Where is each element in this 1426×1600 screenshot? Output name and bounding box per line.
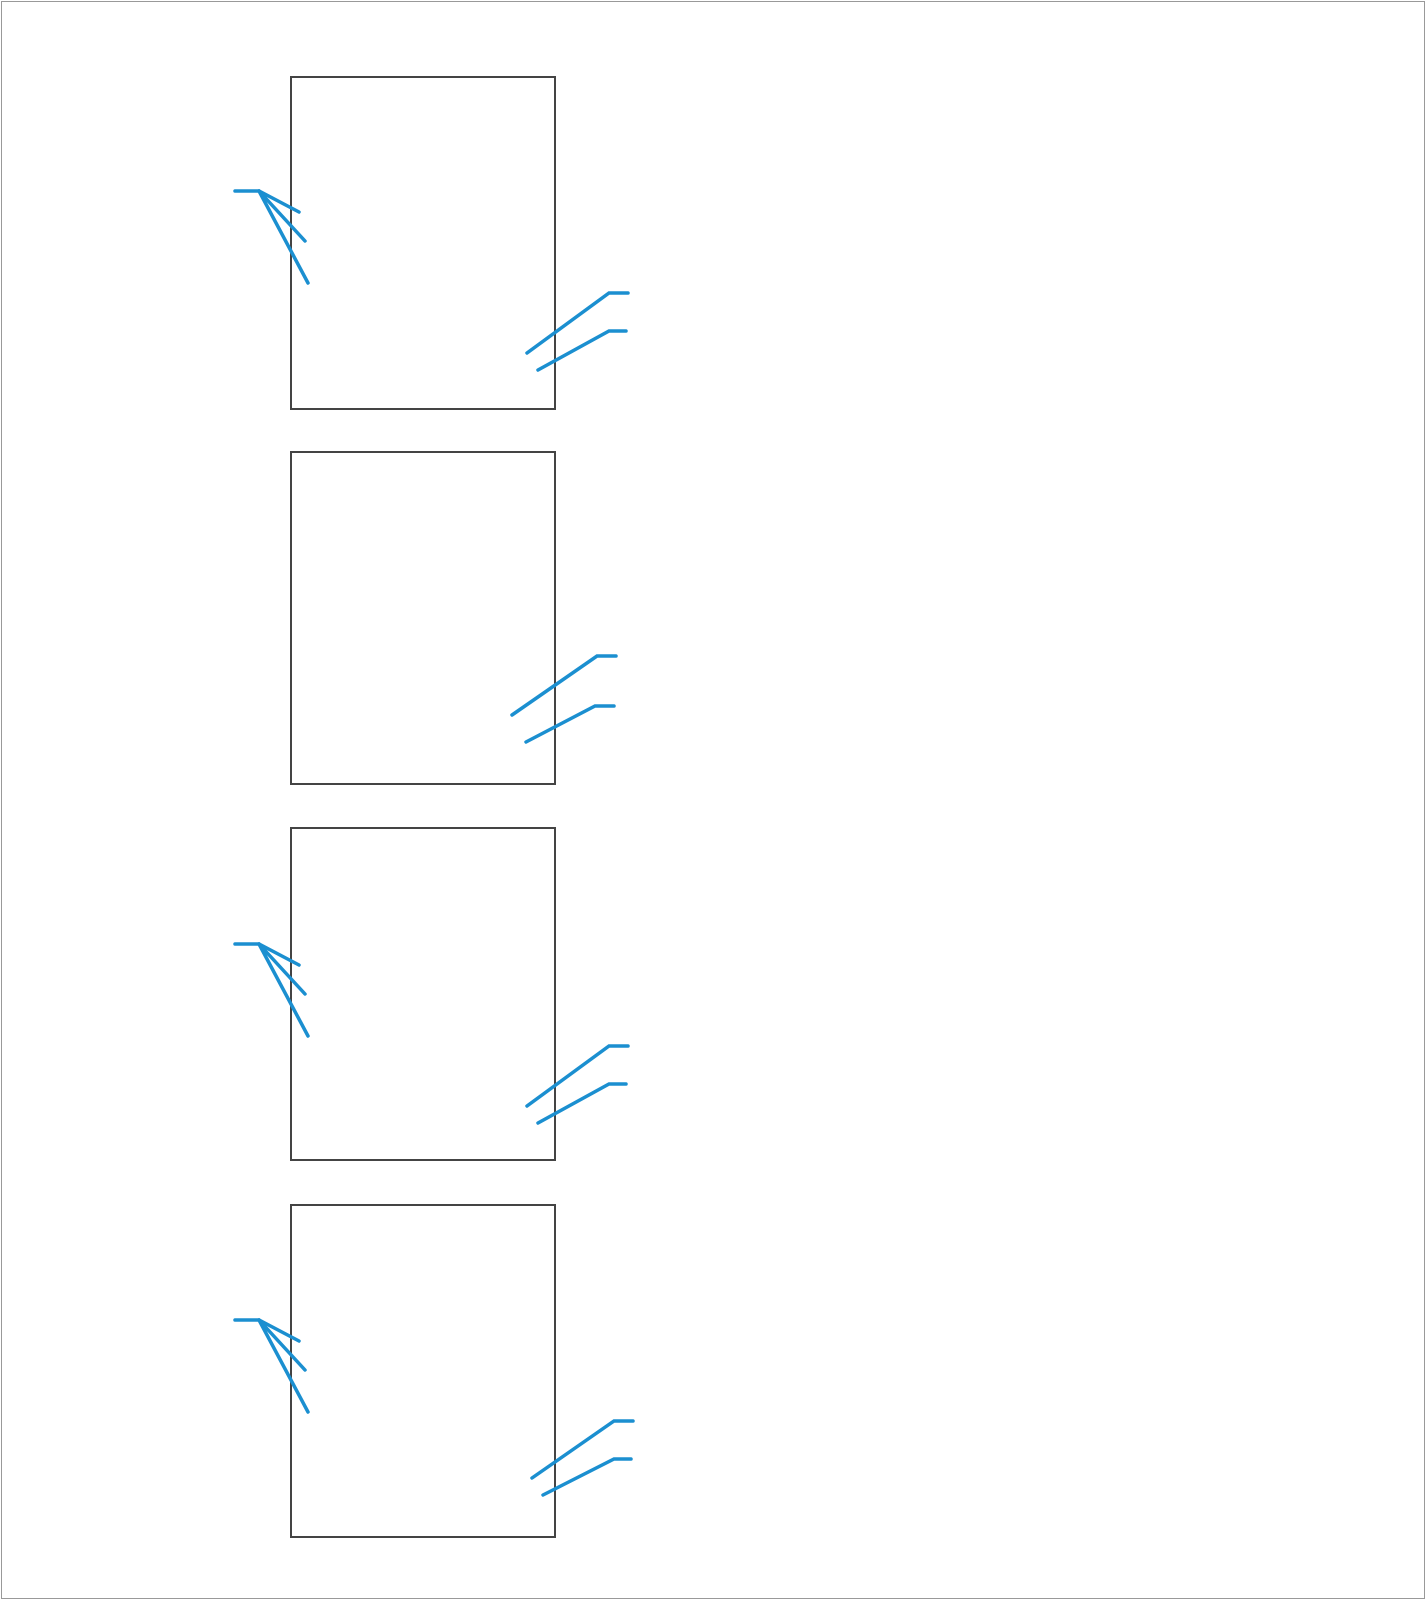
leader-layer2-4 bbox=[543, 1459, 631, 1495]
leader-layer1-3 bbox=[527, 1046, 628, 1106]
leader-layer1-1 bbox=[527, 293, 628, 353]
leader-layer1-4 bbox=[532, 1421, 633, 1478]
leader-layer2-2 bbox=[526, 706, 614, 742]
